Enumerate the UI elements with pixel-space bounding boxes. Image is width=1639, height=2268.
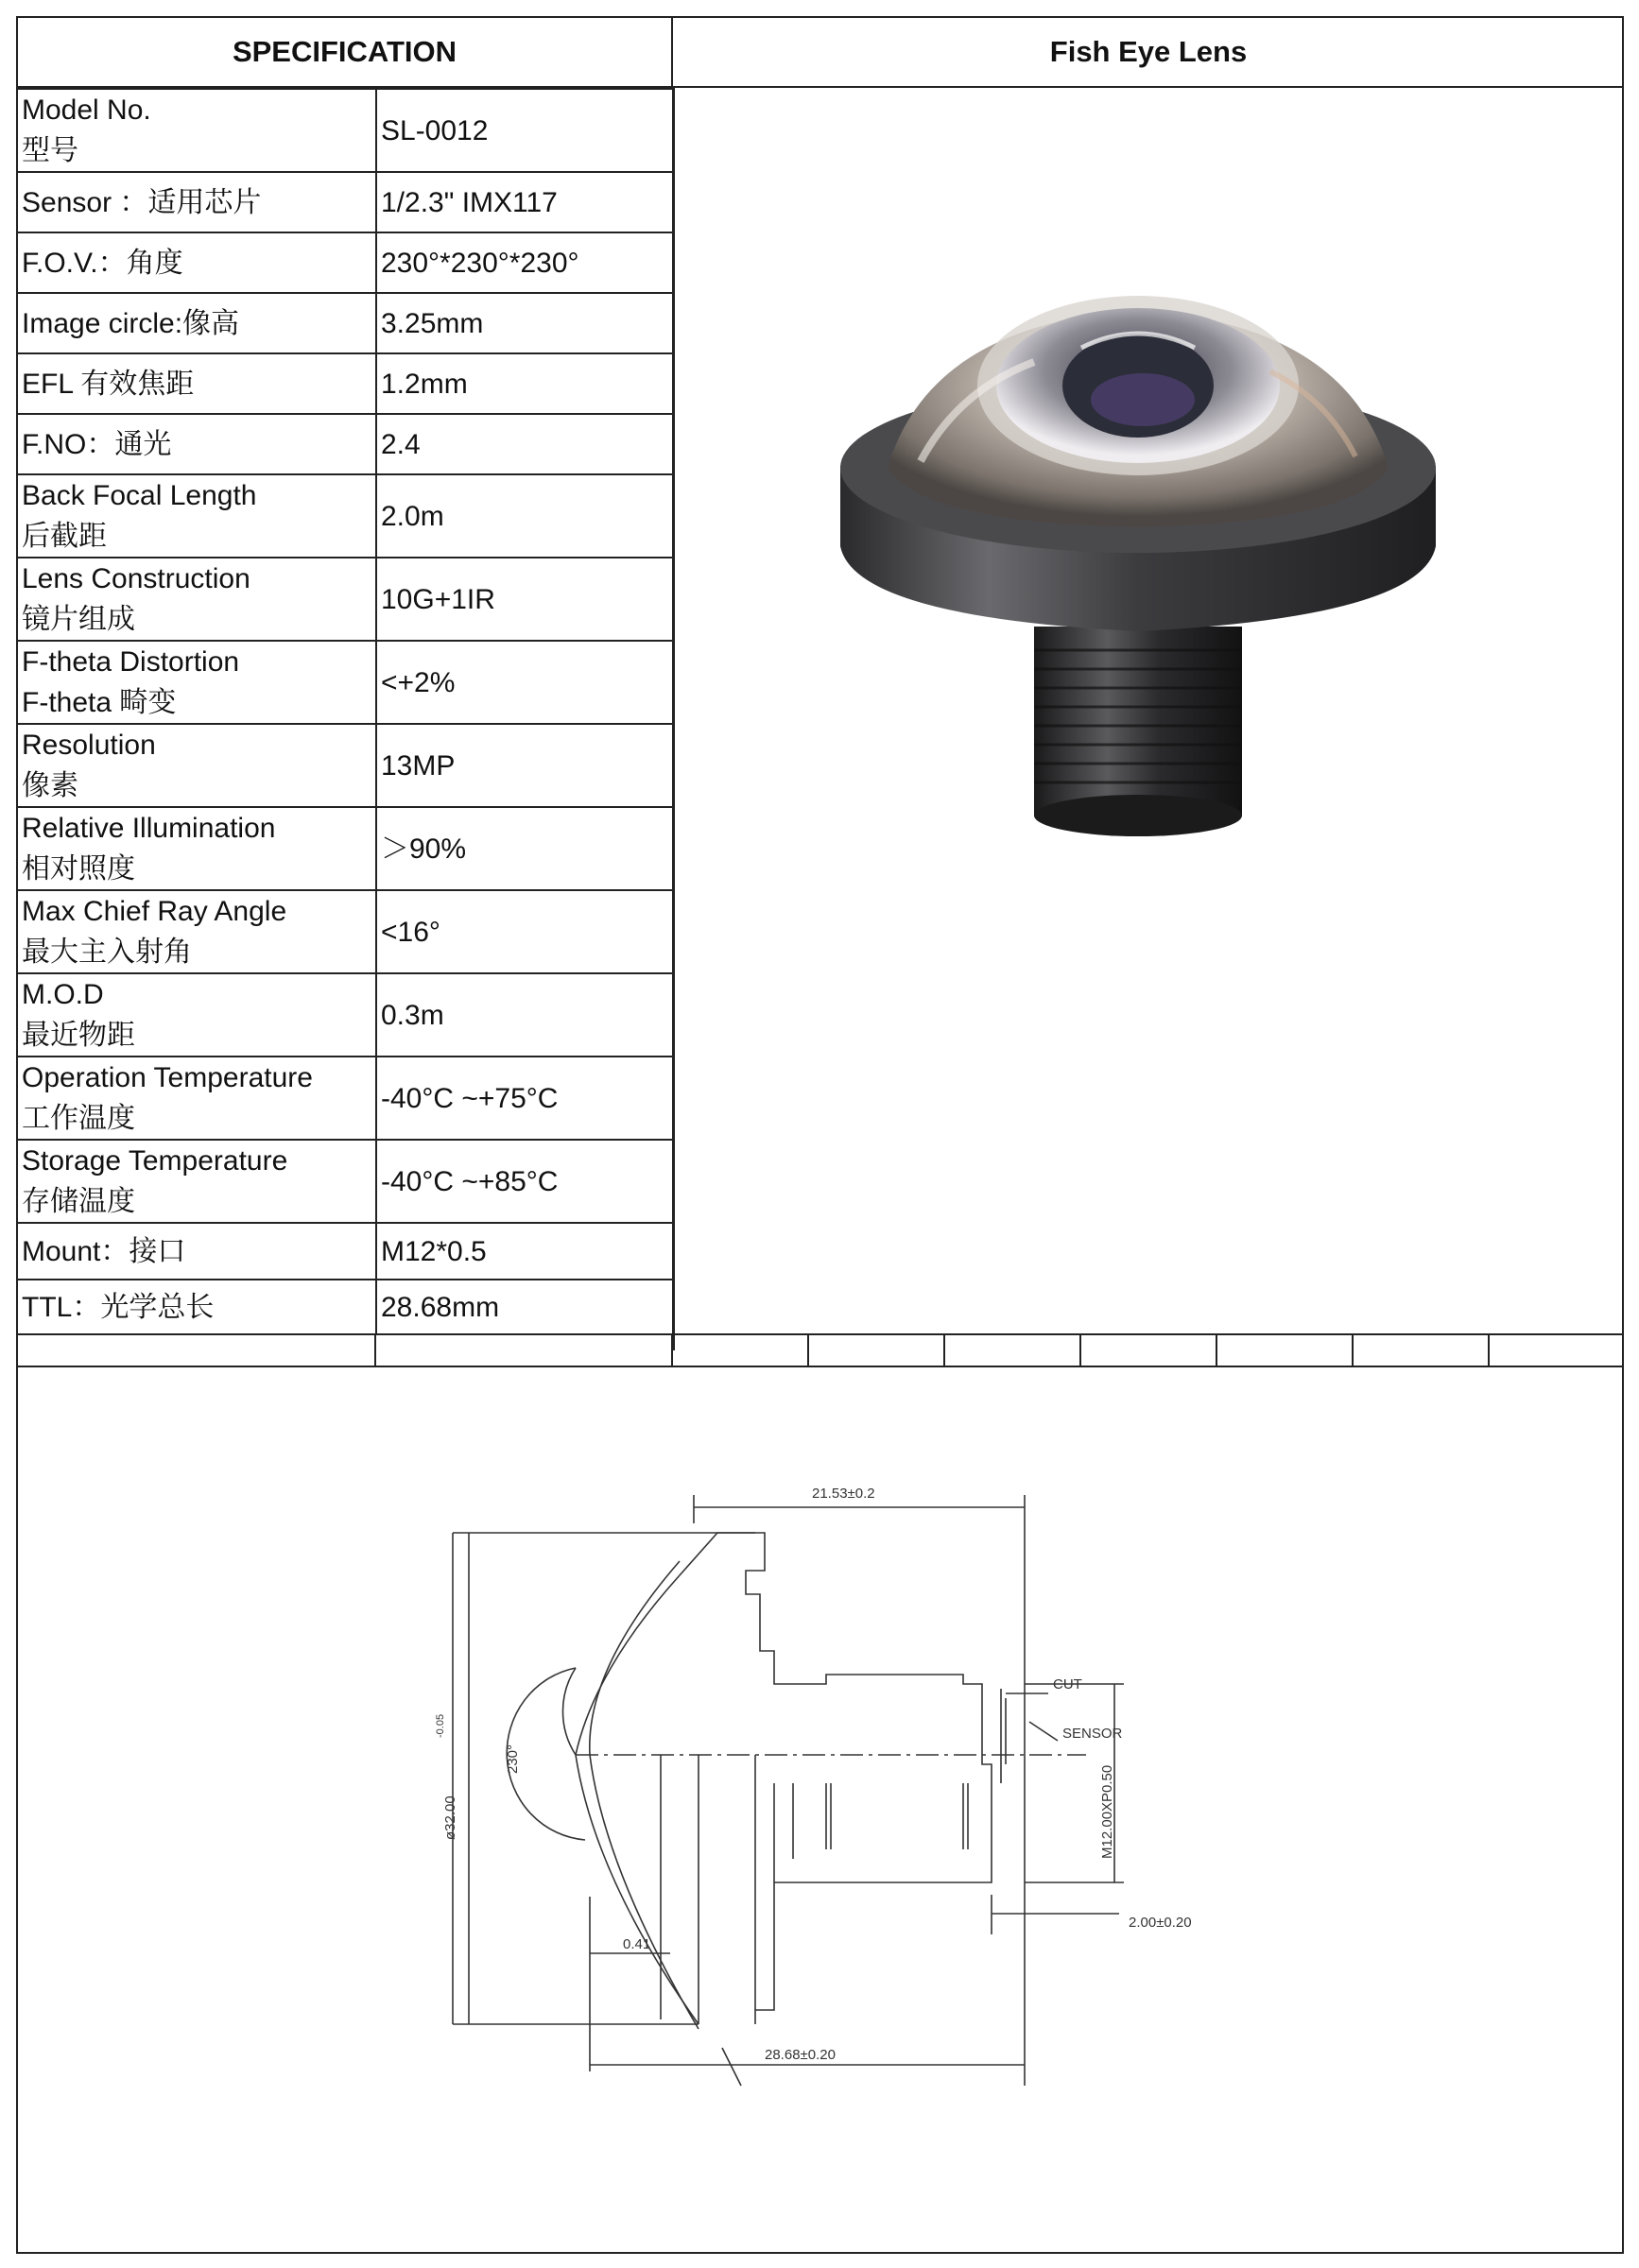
table-row bbox=[18, 890, 673, 973]
spec-value: -40°C ~+85°C bbox=[376, 1140, 673, 1223]
spec-value: -40°C ~+75°C bbox=[376, 1057, 673, 1140]
dim-angle: 230° bbox=[505, 1744, 521, 1774]
table-row bbox=[18, 293, 673, 353]
spec-label: M.O.D 最近物距 bbox=[18, 973, 376, 1057]
spec-label: F-theta Distortion F-theta 畸变 bbox=[18, 641, 376, 724]
spec-label: F.NO：通光 bbox=[18, 414, 376, 474]
product-title: Fish Eye Lens bbox=[673, 18, 1624, 88]
spec-value: 1/2.3" IMX117 bbox=[376, 172, 673, 232]
fisheye-lens-photo bbox=[798, 220, 1516, 901]
spec-table bbox=[18, 88, 674, 1335]
spec-label: Image circle:像高 bbox=[18, 293, 376, 353]
spec-label: Max Chief Ray Angle 最大主入射角 bbox=[18, 890, 376, 973]
table-row bbox=[18, 724, 673, 807]
technical-drawing bbox=[18, 1367, 1624, 2252]
spec-sheet bbox=[16, 16, 1624, 2254]
spec-value: <+2% bbox=[376, 641, 673, 724]
spec-value: 2.0m bbox=[376, 474, 673, 558]
table-row bbox=[18, 973, 673, 1057]
dim-ttl: 28.68±0.20 bbox=[765, 2047, 836, 2063]
spec-label: Relative Illumination 相对照度 bbox=[18, 807, 376, 890]
spec-label: Storage Temperature 存储温度 bbox=[18, 1140, 376, 1223]
table-row bbox=[18, 807, 673, 890]
spec-label: Operation Temperature 工作温度 bbox=[18, 1057, 376, 1140]
spec-label: Model No. 型号 bbox=[18, 89, 376, 172]
table-row bbox=[18, 172, 673, 232]
spec-value: ＞90% bbox=[376, 807, 673, 890]
spec-value: 230°*230°*230° bbox=[376, 232, 673, 293]
dim-length-top: 21.53±0.2 bbox=[812, 1486, 875, 1502]
table-row bbox=[18, 474, 673, 558]
spec-value: 0.3m bbox=[376, 973, 673, 1057]
spec-value: 13MP bbox=[376, 724, 673, 807]
spec-label: Mount：接口 bbox=[18, 1223, 376, 1280]
lens-dimension-drawing bbox=[18, 1367, 1624, 2252]
spec-value: 28.68mm bbox=[376, 1280, 673, 1334]
table-row bbox=[18, 232, 673, 293]
spec-label: F.O.V.：角度 bbox=[18, 232, 376, 293]
spec-label: Sensor ：适用芯片 bbox=[18, 172, 376, 232]
dim-thread: M12.00XP0.50 bbox=[1099, 1764, 1115, 1859]
table-row bbox=[18, 414, 673, 474]
spec-value: 1.2mm bbox=[376, 353, 673, 414]
dim-diameter-tol: -0.05 bbox=[435, 1713, 446, 1738]
table-row bbox=[18, 1223, 673, 1280]
specification-header: SPECIFICATION bbox=[18, 18, 673, 88]
table-row bbox=[18, 1280, 673, 1334]
spec-value: M12*0.5 bbox=[376, 1223, 673, 1280]
blank-table-row bbox=[18, 1333, 1624, 1367]
dim-sensor: SENSOR bbox=[1062, 1726, 1123, 1742]
product-photo-area bbox=[673, 88, 1624, 1350]
spec-label: Lens Construction 镜片组成 bbox=[18, 558, 376, 641]
table-row bbox=[18, 1140, 673, 1223]
dim-cut: CUT bbox=[1053, 1676, 1082, 1692]
table-row bbox=[18, 558, 673, 641]
spec-value: 3.25mm bbox=[376, 293, 673, 353]
spec-label: Resolution 像素 bbox=[18, 724, 376, 807]
spec-label: Back Focal Length 后截距 bbox=[18, 474, 376, 558]
table-row bbox=[18, 641, 673, 724]
table-row bbox=[18, 353, 673, 414]
spec-label: TTL：光学总长 bbox=[18, 1280, 376, 1334]
spec-value: 2.4 bbox=[376, 414, 673, 474]
spec-value: 10G+1IR bbox=[376, 558, 673, 641]
spec-value: SL-0012 bbox=[376, 89, 673, 172]
dim-bfl: 2.00±0.20 bbox=[1129, 1915, 1192, 1931]
table-row bbox=[18, 1057, 673, 1140]
spec-value: <16° bbox=[376, 890, 673, 973]
spec-label: EFL 有效焦距 bbox=[18, 353, 376, 414]
dim-diameter: ø32.00 bbox=[442, 1796, 458, 1840]
table-row bbox=[18, 89, 673, 172]
dim-small: 0.41 bbox=[623, 1936, 651, 1952]
